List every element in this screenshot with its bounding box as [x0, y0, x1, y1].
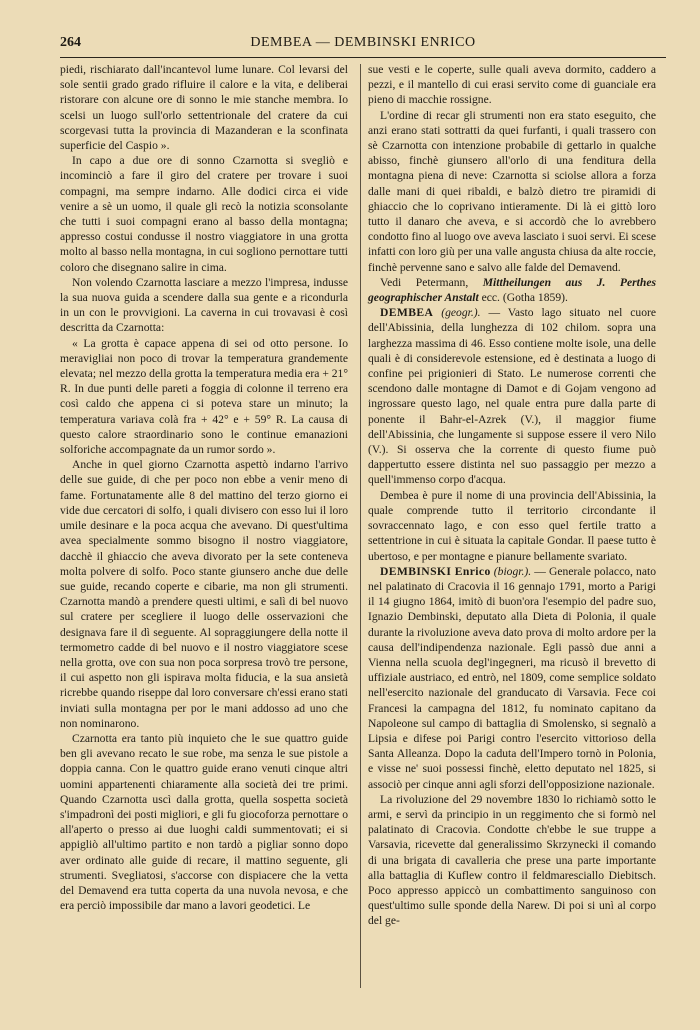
body-paragraph: Dembea è pure il nome di una provincia dell'Abissinia, la quale comprende tutto il territorio circondante il sovraccennato lago, e con esso quel fertile tratto a settentrione in cui è situata la capitale Gondar. Il paese tutto è ubertoso, e per montagne e pianure bellamente svariato. — [368, 488, 656, 563]
body-paragraph: Anche in quel giorno Czarnotta aspettò indarno l'arrivo delle sue guide, di che per poco non ebbe a venir meno di fame. Fortunatamente alle 8 del mattino del terzo giorno ei vide due cercatori di solfo, i quali divisero con esso lui il loro umile desinare e la poca acqua che avevano. Di quest'ultima avea specialmente sommo bisogno il nostro viaggiatore, dacchè il ghiaccio che aveva divorato per la sete conteneva molta polvere di solfo. Poco stante giunsero anche due delle sue guide, recando coperte e cibarie, ma non gli strumenti. Czarnotta mandò a prendere questi ultimi, e salì di bel nuovo sul cratere per scegliere il luogo delle osservazioni che designava fare il dì seguente. Al sopraggiungere della notte il termometro cadde di bel nuovo e il nostro viaggiatore scese nella grotta, ove con sua non poca sorpresa trovò tre persone, il cui aspetto non gli ispirava molta fiducia, e la sua ansietà ricrebbe quando riseppe dal loro conversare ch'essi erano stati inviati sulla montagna per por le mani addosso ad uno che non nominarono. — [60, 458, 348, 730]
body-paragraph: L'ordine di recar gli strumenti non era stato eseguito, che anzi erano stati sottratti da quei furfanti, i quali trassero con sè Czarnotta con intenzione probabile di gettarlo in qualche abisso, finchè giunsero all'orlo di una fenditura della montagna piena di neve: Czarnotta si sciolse allora a forza dalle mani di quei ribaldi, e balzò dietro tre piramidi di ghiaccio che lo coprivano intieramente. Di là ei gittò loro tutto il danaro che aveva, e si accordò che lo avrebbero condotto fino al luogo ove aveva lasciato i suoi servi. Ei scese infatti con loro giù per una valle angusta chiusa da alte roccie, finchè pervenne sano e salvo alle falde del Demavend. — [368, 108, 656, 274]
reference-suffix: ecc. (Gotha 1859). — [478, 291, 568, 305]
right-column — [368, 62, 656, 929]
running-header — [60, 30, 666, 54]
body-paragraph: Non volendo Czarnotta lasciare a mezzo l'impresa, indusse la sua nuova guida a scendere dalla sua gente e a ricondurla in un con le provvigioni. La caverna in cui trovavasi è così descritta da Czarnotta: — [60, 275, 348, 335]
entry-text: — Vasto lago situato nel cuore dell'Abissinia, della lunghezza di 102 chilom. sopra una larghezza massima di 46. Esso contiene molte isole, una delle quali è di considerevole estensione, ed è destinata a luogo di confine pei prigionieri di Stato. Le numerose correnti che scendono dalle montagne di Damot e di Gojam vengono ad ingrossare questo lago, nel quale entra pure dalla parte di ponente il Bahr-el-Azrek (V.), il maggior fiume dell'Abissinia, che lungamente si suppose essere il vero Nilo (V.). Si osserva che la corrente di questo fiume può dappertutto essere distinta nel suo passaggio per mezzo a quell'immenso corpo d'acqua. — [368, 306, 656, 487]
entry-category: (geogr.). — [433, 306, 481, 320]
body-paragraph: piedi, rischiarato dall'incantevol lume lunare. Col levarsi del sole sentii grado grado rifluire il calore e la vita, e deliberai ristorare con alcune ore di sonno le mie stanche membra. Io scelsi un luogo sull'orlo settentrionale del cratere da cui scorgevasi tutta la provincia di Mazanderan e la sconfinata superficie del Caspio ». — [60, 63, 348, 153]
entry-paragraph — [368, 564, 656, 792]
reference-paragraph — [368, 275, 656, 305]
left-column — [60, 62, 348, 913]
entry-headword: DEMBINSKI Enrico — [380, 564, 491, 578]
reference-prefix: Vedi Petermann, — [380, 275, 483, 289]
entry-headword: DEMBEA — [380, 306, 434, 320]
body-paragraph: In capo a due ore di sonno Czarnotta si svegliò e incominciò a fare il giro del cratere per trovare i suoi compagni, ma sempre indarno. Alle dodici circa ei vide venire a sè un uomo, il quale gli recò la notizia sconsolante che tutti i suoi compagni erano al basso della montagna; appresso costui condusse il nostro viaggiatore in una grotta molto al basso nella montagna, in cui sogliono pernottare tutti coloro che disegnano salire in cima. — [60, 154, 348, 274]
entry-category: (biogr.). — [490, 564, 532, 578]
body-paragraph: Czarnotta era tanto più inquieto che le sue quattro guide ben gli avevano recato le sue robe, ma senza le sue pistole a doppia canna. Con le quattro guide erano venuti cinque altri uomini appartenenti chiaramente alla società dei tre primi. Quando Czarnotta uscì dalla grotta, quella sospetta società s'impadronì dei posti migliori, e gli fu giocoforza pernottare o all'aperto o presso ai due luoghi caldi summentovati; ei si appigliò all'ultimo partito e non tardò a pigliar sonno dopo aver ordinato alle guide di recare, il mattino seguente, gli strumenti. Svegliatosi, s'accorse con dispiacere che la vetta del Demavend era tutta coperta da una nuvola nevosa, e che era perciò impossibile dar mano a lavori geodetici. Le — [60, 731, 348, 913]
header-rule — [60, 57, 666, 58]
body-paragraph: La rivoluzione del 29 novembre 1830 lo richiamò sotto le armi, e servì da principio in un reggimento che si formò nel palatinato di Cracovia. Condotte ch'ebbe le sue truppe a Varsavia, ricevette dal generalissimo Skrzynecki il comando di una brigata di cavalleria che prese una parte importante alla battaglia di Kuflew contro il feldmaresciallo Diebitsch. Poco appresso appiccò un combattimento sanguinoso con quest'ultimo sulle sponde della Narew. Di poi si unì al corpo del ge- — [368, 792, 656, 928]
entry-text: — Generale polacco, nato nel palatinato di Cracovia il 16 gennajo 1791, morto a Parigi il 14 giugno 1864, imitò di buon'ora l'esempio del padre suo, Ignazio Dembinski, deputato alla Dieta di Polonia, il quale durante la rivoluzione aveva dato prova di molto ardore per la causa dell'indipendenza nazionale. Egli passò due anni a Vienna nella scuola degl'ingegneri, ma ricusò il brevetto di uffiziale austriaco, ed entrò, nel 1809, come semplice soldato nell'esercito nazionale del granducato di Varsavia. Fece coi Francesi la campagna del 1812, fu nominato capitano da Napoleone sul campo di battaglia di Smolensko, si segnalò a Lipsia e difese poi Parigi contro l'esercito vittorioso della Santa Alleanza. Dopo la caduta dell'Impero tornò in Polonia, e visse ne' suoi possessi finchè, eletto deputato nel 1825, si associò per cinque anni agli sforzi dell'opposizione nazionale. — [368, 564, 656, 791]
reference-title: Mittheilungen aus J. Perthes geographischer Anstalt — [368, 275, 656, 305]
body-paragraph: « La grotta è capace appena di sei od otto persone. Io meravigliai non poco di trovar la temperatura grandemente elevata; nel mezzo della grotta la temperatura media era + 21° R. In due punti delle pareti a foggia di colonne il terreno era così caldo che appena ci si poteva stare un minuto; la temperatura variava colà fra + 42° e + 59° R. La causa di questo calore straordinario sono le continue emanazioni solforiche accompagnate da un rumor sordo ». — [60, 336, 348, 457]
column-divider — [360, 64, 361, 988]
entry-paragraph — [368, 305, 656, 487]
running-title: DEMBEA — DEMBINSKI ENRICO — [250, 35, 476, 50]
body-paragraph: sue vesti e le coperte, sulle quali aveva dormito, caddero a pezzi, e il mantello di cui erasi servito come di guanciale era pieno di macchie rossigne. — [368, 63, 656, 107]
page-number: 264 — [60, 35, 81, 50]
